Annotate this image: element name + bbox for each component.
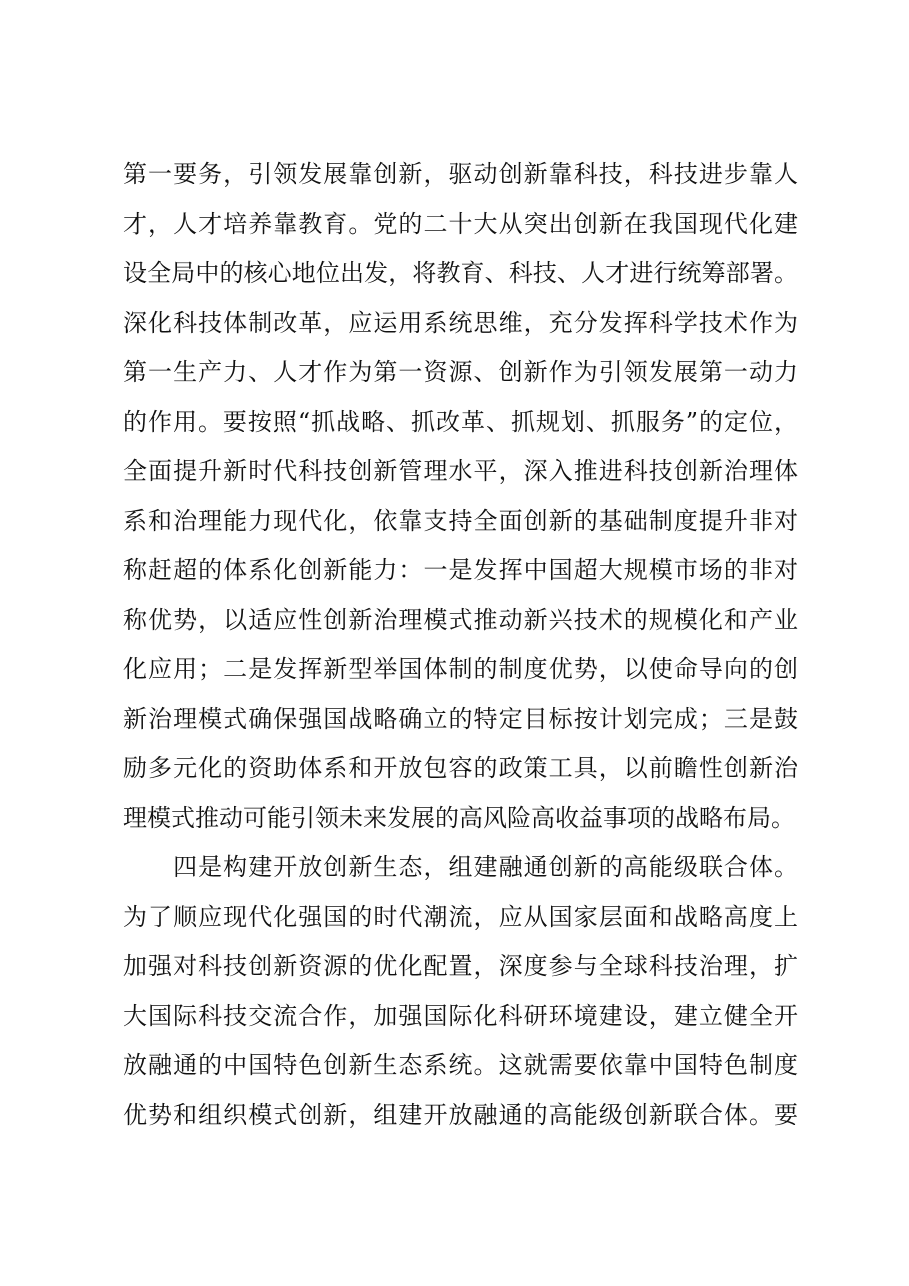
text-line: 称赶超的体系化创新能力：一是发挥中国超大规模市场的非对 bbox=[123, 556, 798, 584]
text-line: 励多元化的资助体系和开放包容的政策工具，以前瞻性创新治 bbox=[123, 754, 798, 782]
text-line: 放融通的中国特色创新生态系统。这就需要依靠中国特色制度 bbox=[123, 1051, 798, 1079]
text-line: 第一要务，引领发展靠创新，驱动创新靠科技，科技进步靠人 bbox=[123, 160, 798, 188]
paragraph-end-line: 理模式推动可能引领未来发展的高风险高收益事项的战略布局。 bbox=[123, 803, 795, 832]
text-line: 第一生产力、人才作为第一资源、创新作为引领发展第一动力 bbox=[123, 358, 798, 386]
text-line: 称优势，以适应性创新治理模式推动新兴技术的规模化和产业 bbox=[123, 605, 798, 634]
text-line: 系和治理能力现代化，依靠支持全面创新的基础制度提升非对 bbox=[123, 506, 798, 535]
text-line: 全面提升新时代科技创新管理水平，深入推进科技创新治理体 bbox=[123, 457, 798, 485]
text-line: 才，人才培养靠教育。党的二十大从突出创新在我国现代化建 bbox=[123, 209, 798, 238]
text-line: 新治理模式确保强国战略确立的特定目标按计划完成；三是鼓 bbox=[123, 704, 798, 733]
text-line: 化应用；二是发挥新型举国体制的制度优势，以使命导向的创 bbox=[123, 655, 798, 683]
text-line: 加强对科技创新资源的优化配置，深度参与全球科技治理，扩 bbox=[123, 952, 798, 980]
text-line: 的作用。要按照“抓战略、抓改革、抓规划、抓服务”的定位， bbox=[123, 407, 798, 436]
text-line: 优势和组织模式创新，组建开放融通的高能级创新联合体。要 bbox=[123, 1100, 798, 1129]
body-text bbox=[123, 150, 798, 1140]
text-line: 深化科技体制改革，应运用系统思维，充分发挥科学技术作为 bbox=[123, 308, 798, 337]
text-line: 设全局中的核心地位出发，将教育、科技、人才进行统筹部署。 bbox=[123, 259, 798, 287]
paragraph-start-line: 四是构建开放创新生态，组建融通创新的高能级联合体。 bbox=[123, 853, 798, 881]
text-line: 大国际科技交流合作，加强国际化科研环境建设，建立健全开 bbox=[123, 1001, 798, 1030]
text-line: 为了顺应现代化强国的时代潮流，应从国家层面和战略高度上 bbox=[123, 902, 798, 931]
